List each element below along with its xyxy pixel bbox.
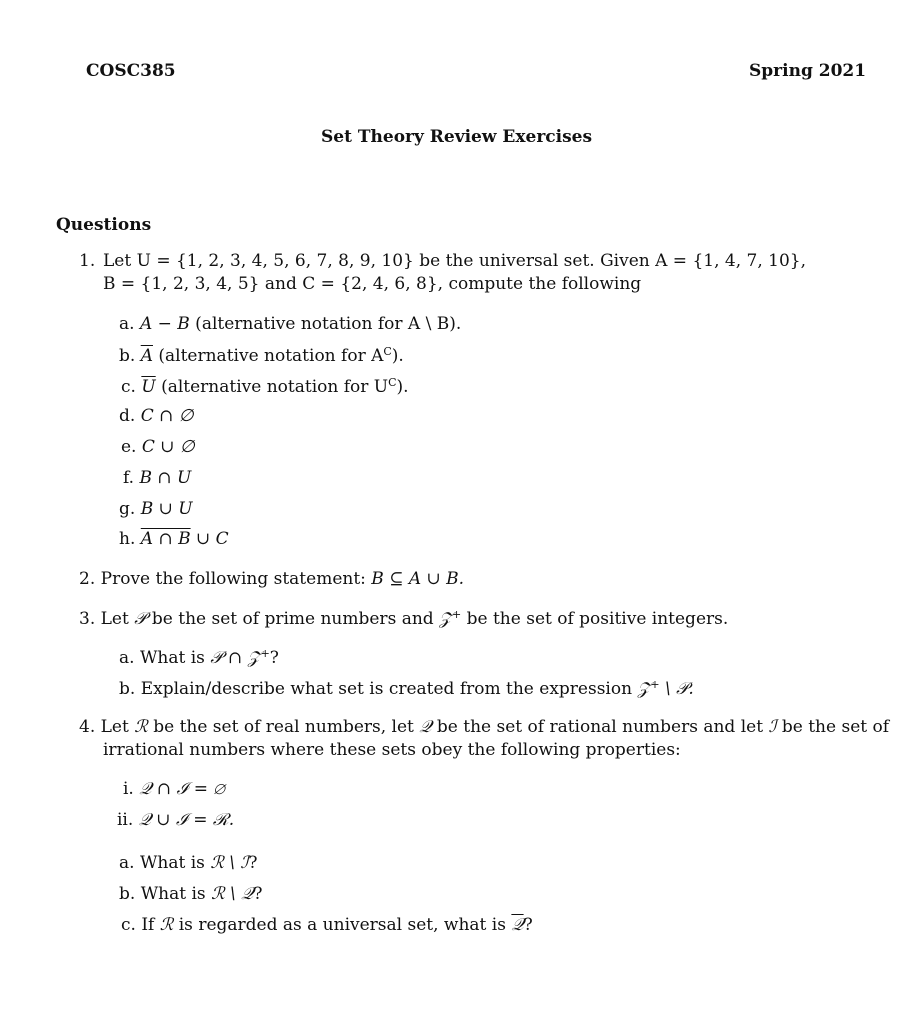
prop-expr: 𝒬 ∪ ℐ = ℛ. bbox=[138, 810, 235, 830]
item-label: a. bbox=[119, 853, 135, 873]
item-expr: 𝒫 ∩ 𝒵 bbox=[210, 648, 261, 668]
q4-line1 bbox=[79, 717, 889, 737]
item-text1: If bbox=[141, 915, 160, 935]
item-expr: ℛ \ ℐ bbox=[210, 853, 249, 873]
item-Q: 𝒬 bbox=[511, 915, 524, 935]
q1-item-b bbox=[119, 345, 404, 366]
q1-item-f bbox=[123, 468, 191, 488]
q4-prop-i bbox=[123, 779, 225, 799]
item-text: What is bbox=[139, 648, 211, 668]
q4-item-b bbox=[119, 884, 263, 904]
q1-item-a bbox=[119, 314, 461, 334]
item-expr: ℛ \ 𝒬 bbox=[211, 884, 254, 904]
item-label: b. bbox=[119, 679, 136, 699]
q4-t2: be the set of real numbers, let bbox=[147, 717, 420, 737]
q3-P: 𝒫 bbox=[134, 609, 147, 629]
item-label: c. bbox=[121, 915, 136, 935]
item-note: (alternative notation for A bbox=[152, 346, 384, 366]
item-tail: ∪ C bbox=[190, 529, 229, 549]
q4-item-c bbox=[121, 915, 533, 935]
item-end: ? bbox=[523, 915, 533, 935]
q4-Q: 𝒬 bbox=[419, 717, 432, 737]
prop-label: i. bbox=[123, 779, 134, 799]
q3-item-a bbox=[119, 647, 279, 668]
q1-item-d bbox=[119, 406, 194, 426]
q2-expr: B ⊆ A ∪ B. bbox=[371, 569, 465, 589]
q3 bbox=[79, 608, 728, 629]
q1-number: 1. bbox=[79, 251, 96, 271]
item-end: ). bbox=[396, 377, 409, 397]
q4-line2: irrational numbers where these sets obey the following properties: bbox=[103, 740, 681, 760]
item-sup: + bbox=[260, 647, 270, 660]
prop-label: ii. bbox=[117, 810, 134, 830]
q4-t3: be the set of rational numbers and let bbox=[431, 717, 769, 737]
item-note: (alternative notation for A \ B). bbox=[189, 314, 462, 334]
item-label: f. bbox=[123, 468, 135, 488]
item-end: ? bbox=[248, 853, 258, 873]
q3-t1: Let bbox=[100, 609, 135, 629]
item-sup: + bbox=[650, 678, 660, 691]
item-sup: C bbox=[383, 345, 392, 358]
item-text: What is bbox=[139, 853, 211, 873]
q4-number: 4. bbox=[79, 717, 96, 737]
q4-R: ℛ bbox=[134, 717, 148, 737]
q1-line1: Let U = {1, 2, 3, 4, 5, 6, 7, 8, 9, 10} be the universal set. Given A = {1, 4, 7, 10}, bbox=[103, 251, 806, 271]
document-title: Set Theory Review Exercises bbox=[321, 127, 593, 147]
item-expr: B ∩ U bbox=[139, 468, 192, 488]
item-note: (alternative notation for U bbox=[155, 377, 389, 397]
item-label: e. bbox=[121, 437, 137, 457]
q3-zsup: + bbox=[452, 608, 462, 621]
item-label: b. bbox=[119, 884, 136, 904]
item-end: ). bbox=[391, 346, 404, 366]
item-label: a. bbox=[119, 314, 135, 334]
item-label: a. bbox=[119, 648, 135, 668]
item-expr: $\overline{A}$ bbox=[140, 346, 153, 366]
q1-line2: B = {1, 2, 3, 4, 5} and C = {2, 4, 6, 8}, compute the following bbox=[103, 274, 642, 294]
item-expr: $\overline{U}$ bbox=[141, 377, 156, 397]
q2-text: Prove the following statement: bbox=[100, 569, 372, 589]
item-expr: B ∪ U bbox=[140, 499, 193, 519]
prop-expr: 𝒬 ∩ ℐ = ∅ bbox=[139, 779, 225, 799]
item-end: ? bbox=[253, 884, 263, 904]
item-expr: C ∩ ∅ bbox=[140, 406, 194, 426]
q1-item-c bbox=[121, 376, 409, 397]
q3-t3: be the set of positive integers. bbox=[461, 609, 729, 629]
item-label: h. bbox=[119, 529, 136, 549]
q4-prop-ii bbox=[117, 810, 234, 830]
term: Spring 2021 bbox=[749, 61, 867, 81]
q2-number: 2. bbox=[79, 569, 96, 589]
q2 bbox=[79, 569, 464, 589]
item-end: \ 𝒫. bbox=[659, 679, 694, 699]
item-end: ? bbox=[269, 648, 279, 668]
item-expr: A ∩ B bbox=[140, 529, 191, 549]
q4-I: ℐ bbox=[768, 717, 777, 737]
q4-item-a bbox=[119, 853, 258, 873]
item-label: g. bbox=[119, 499, 136, 519]
q1-item-e bbox=[121, 437, 195, 457]
q4-t4: be the set of bbox=[776, 717, 890, 737]
item-expr: C ∪ ∅ bbox=[141, 437, 195, 457]
q1-item-g bbox=[119, 499, 193, 519]
q3-t2: be the set of prime numbers and bbox=[146, 609, 440, 629]
item-label: b. bbox=[119, 346, 136, 366]
item-sup: C bbox=[388, 376, 397, 389]
q1-item-h bbox=[119, 529, 229, 549]
item-text: What is bbox=[140, 884, 212, 904]
q3-number: 3. bbox=[79, 609, 96, 629]
item-text2: is regarded as a universal set, what is bbox=[173, 915, 512, 935]
item-text: Explain/describe what set is created from the expression bbox=[140, 679, 638, 699]
section-heading: Questions bbox=[56, 215, 152, 235]
course-code: COSC385 bbox=[86, 61, 176, 81]
item-expr: 𝒵 bbox=[637, 679, 651, 699]
item-label: d. bbox=[119, 406, 136, 426]
q3-item-b bbox=[119, 678, 694, 699]
q4-t1: Let bbox=[100, 717, 135, 737]
q3-Z: 𝒵 bbox=[439, 609, 452, 629]
item-label: c. bbox=[121, 377, 136, 397]
item-expr: A − B bbox=[139, 314, 190, 334]
item-R: ℛ bbox=[159, 915, 174, 935]
